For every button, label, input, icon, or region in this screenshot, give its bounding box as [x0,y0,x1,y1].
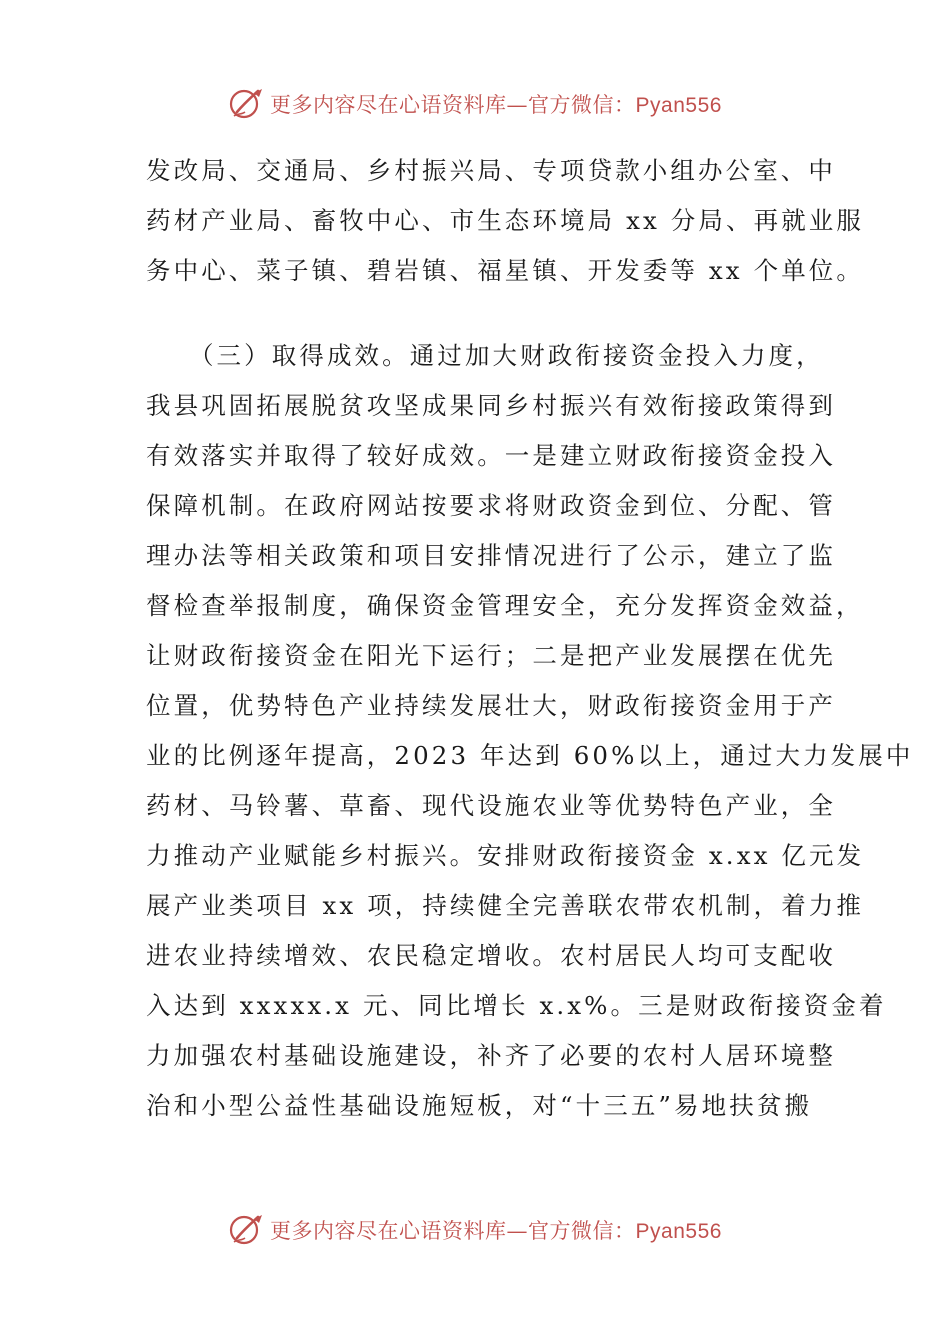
text-line: 让财政衔接资金在阳光下运行；二是把产业发展摆在优先 [146,641,836,670]
watermark-text: 更多内容尽在心语资料库—官方微信：Pyan556 [270,93,722,117]
paragraph-continuation [146,146,865,296]
text-line: 业的比例逐年提高，2023 年达到 60%以上，通过大力发展中 [146,741,914,770]
wechat-id: Pyan556 [635,1220,722,1243]
text-line: 督检查举报制度，确保资金管理安全，充分发挥资金效益， [146,591,864,620]
text-line: 治和小型公益性基础设施短板，对“十三五”易地扶贫搬 [146,1091,813,1120]
text-line: 力加强农村基础设施建设，补齐了必要的农村人居环境整 [146,1041,836,1070]
header-watermark [0,84,950,124]
text-line: 发改局、交通局、乡村振兴局、专项贷款小组办公室、中 [146,156,836,185]
footer-watermark [0,1210,950,1250]
text-line: 保障机制。在政府网站按要求将财政资金到位、分配、管 [146,491,836,520]
text-line: 有效落实并取得了较好成效。一是建立财政衔接资金投入 [146,441,836,470]
text-line: 我县巩固拓展脱贫攻坚成果同乡村振兴有效衔接政策得到 [146,391,836,420]
text-line: 入达到 xxxxx.x 元、同比增长 x.x%。三是财政衔接资金着 [146,991,887,1020]
text-line: 务中心、菜子镇、碧岩镇、福星镇、开发委等 xx 个单位。 [146,256,865,285]
text-line: 药材、马铃薯、草畜、现代设施农业等优势特色产业，全 [146,791,836,820]
text-line: （三）取得成效。通过加大财政衔接资金投入力度， [146,341,824,370]
text-line: 展产业类项目 xx 项，持续健全完善联农带农机制，着力推 [146,891,865,920]
text-line: 药材产业局、畜牧中心、市生态环境局 xx 分局、再就业服 [146,206,865,235]
pen-logo-icon [228,1212,266,1248]
watermark-text: 更多内容尽在心语资料库—官方微信：Pyan556 [270,1219,722,1243]
wechat-id: Pyan556 [635,94,722,117]
text-line: 理办法等相关政策和项目安排情况进行了公示，建立了监 [146,541,836,570]
text-line: 位置，优势特色产业持续发展壮大，财政衔接资金用于产 [146,691,836,720]
paragraph-achievements [146,331,914,1131]
text-line: 力推动产业赋能乡村振兴。安排财政衔接资金 x.xx 亿元发 [146,841,865,870]
text-line: 进农业持续增效、农民稳定增收。农村居民人均可支配收 [146,941,836,970]
pen-logo-icon [228,86,266,122]
